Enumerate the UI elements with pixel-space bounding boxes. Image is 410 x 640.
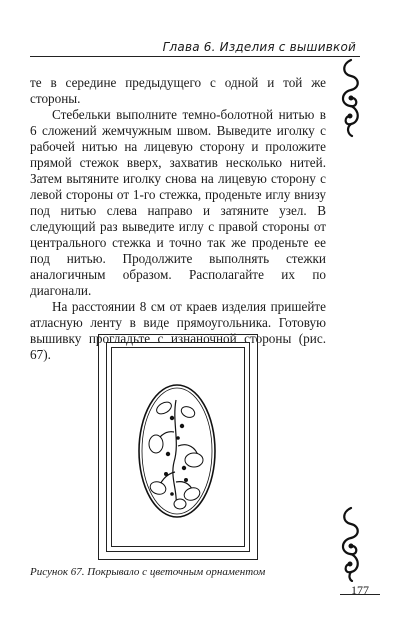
running-header: [30, 40, 360, 57]
paragraph-2: Стебельки выполните темно-болотной нитью в 6 сложений жемчужным швом. Выведите иголку с рабочей нитью на лицевую сторону и проложите прямой стежок вверх, захватив несколько нитей. Затем вытяните иголку снова на лицевую сторону с левой стороны от 1-го стежка, проденьте иглу внизу под нитью слева направо и затяните узел. В следующий раз выведите иглу с правой стороны от центрального стежка и точно так же проденьте ее под нитью. Продолжите выполнять стежки аналогичным образом. Располагайте их по диагонали.: [30, 107, 326, 298]
figure-caption: Рисунок 67. Покрывало с цветочным орнаментом: [30, 566, 266, 578]
top-flourish-ornament-icon: [336, 58, 366, 138]
floral-oval-embroidery-icon: [136, 382, 218, 520]
page-number-rule: [340, 594, 380, 595]
paragraph-1: те в середине предыдущего с одной и той же стороны.: [30, 75, 326, 106]
bottom-flourish-ornament-icon: [336, 506, 366, 582]
chapter-title: Глава 6. Изделия с вышивкой: [162, 40, 356, 54]
page-number: 177: [351, 583, 369, 597]
paragraph-3: На расстоянии 8 см от краев изделия пришейте атласную ленту в виде прямоугольника. Готовую вышивку прогладьте с изнаночной стороны (рис. 67).: [30, 299, 326, 362]
body-text: [30, 75, 326, 363]
